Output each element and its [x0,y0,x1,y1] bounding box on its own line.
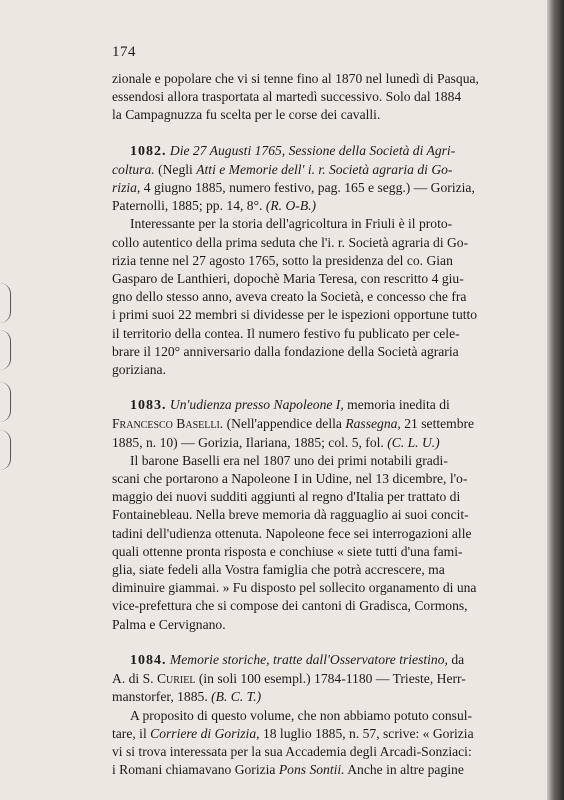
text-line: coltura. (Negli Atti e Memorie dell' i. r. Società agraria di Go- [112,161,453,177]
source-code: (C. L. U.) [387,434,440,450]
text-line: i primi suoi 22 membri si dividesse per le ispezioni opportune tutto [112,307,478,323]
text-line: Interessante per la storia dell'agricoltura in Friuli è il proto- [130,216,453,232]
text-line: manstorfer, 1885. (B. C. T.) [112,689,262,705]
text-line: tadini dell'udienza ottenuta. Napoleone fece sei interrogazioni alle [112,525,472,541]
text-line: Palma e Cervignano. [112,616,226,632]
text-line: Il barone Baselli era nel 1807 uno dei primi notabili gradi- [130,452,448,468]
text-line: brare il 120° anniversario dalla fondazione della Società agraria [112,343,459,359]
text-line: quali ottenne pronta risposta e conchiuse « siete tutti d'una fami- [112,543,463,559]
entry-title: Memorie storiche, tratte dall'Osservatore triestino, [169,651,448,667]
text-line: Paternolli, 1885; pp. 14, 8°. (R. O-B.) [112,198,317,214]
entry-1084-heading: 1084. Memorie storiche, tratte dall'Osservatore triestino, da [130,651,465,668]
page-edge [547,0,564,800]
text-line: tare, il Corriere di Gorizia, 18 luglio 1885, n. 57, scrive: « Gorizia [112,725,474,741]
text-line: vice-prefettura che si compose dei cantoni di Gradisca, Cormons, [112,598,468,614]
entry-title: Un'udienza presso Napoleone I, [169,397,344,413]
entry-number: 1084. [130,652,167,668]
text-line: Francesco Baselli. (Nell'appendice della Rassegna, 21 settembre [112,416,475,432]
text-line: Gasparo de Lanthieri, dopochè Maria Teresa, con rescritto 4 giu- [112,271,464,287]
page-number: 174 [112,44,136,60]
page-text [112,70,501,779]
text-line: glia, siate fedeli alla Vostra famiglia che potrà accrescere, ma [112,562,445,578]
author-name: Francesco Baselli. [112,416,224,432]
text-line: diminuire giammai. » Fu disposto pel sollecito organamento di una [112,580,477,596]
text-line: 1885, n. 10) — Gorizia, Ilariana, 1885; col. 5, fol. (C. L. U.) [112,434,440,450]
text-line: A. di S. Curiel (in soli 100 esempl.) 1784-1180 — Trieste, Herr- [112,671,466,687]
text-line: scani che portarono a Napoleone I in Udine, nel 13 dicembre, l'o- [112,471,468,487]
author-name: Curiel [156,671,196,687]
source-code: (B. C. T.) [211,689,262,705]
entry-1083-heading: 1083. Un'udienza presso Napoleone I, memoria inedita di [130,397,450,414]
text-line: essendosi allora trasportata al martedì successivo. Solo dal 1884 [112,89,462,105]
text-line: i Romani chiamavano Gorizia Pons Sontii. Anche in altre pagine [112,762,464,778]
entry-1082-heading [112,142,501,161]
text-line: maggio dei nuovi sudditi aggiunti al regno d'Italia per trattato di [112,489,461,505]
text-line: Fontainebleau. Nella breve memoria dà ragguaglio ai suoi concit- [112,507,469,523]
text-line: A proposito di questo volume, che non abbiamo potuto consul- [130,707,473,723]
text-line: rizia, 4 giugno 1885, numero festivo, pag. 165 e segg.) — Gorizia, [112,180,475,196]
text-line: zionale e popolare che vi si tenne fino al 1870 nel lunedì di Pasqua, [112,71,479,86]
entry-title: Die 27 Augusti 1765, Sessione della Società di Agri- [169,142,456,158]
text-line: il territorio della contea. Il numero festivo fu publicato per cele- [112,325,460,341]
text-line: vi si trova interessata per la sua Accademia degli Arcadi-Sonziaci: [112,743,472,759]
text-line: gno dello stesso anno, aveva creato la Società, e concesso che fra [112,289,467,305]
entry-number: 1083. [130,398,167,414]
entry-number: 1082. [130,143,167,159]
text-line: collo autentico della prima seduta che l'i. r. Società agraria di Go- [112,234,469,250]
text-line: rizia tenne nel 27 agosto 1765, sotto la presidenza del co. Gian [112,252,453,268]
text-line: goriziana. [112,362,166,378]
source-code: (R. O-B.) [265,198,317,214]
text-line: la Campagnuzza fu scelta per le corse dei cavalli. [112,107,381,123]
